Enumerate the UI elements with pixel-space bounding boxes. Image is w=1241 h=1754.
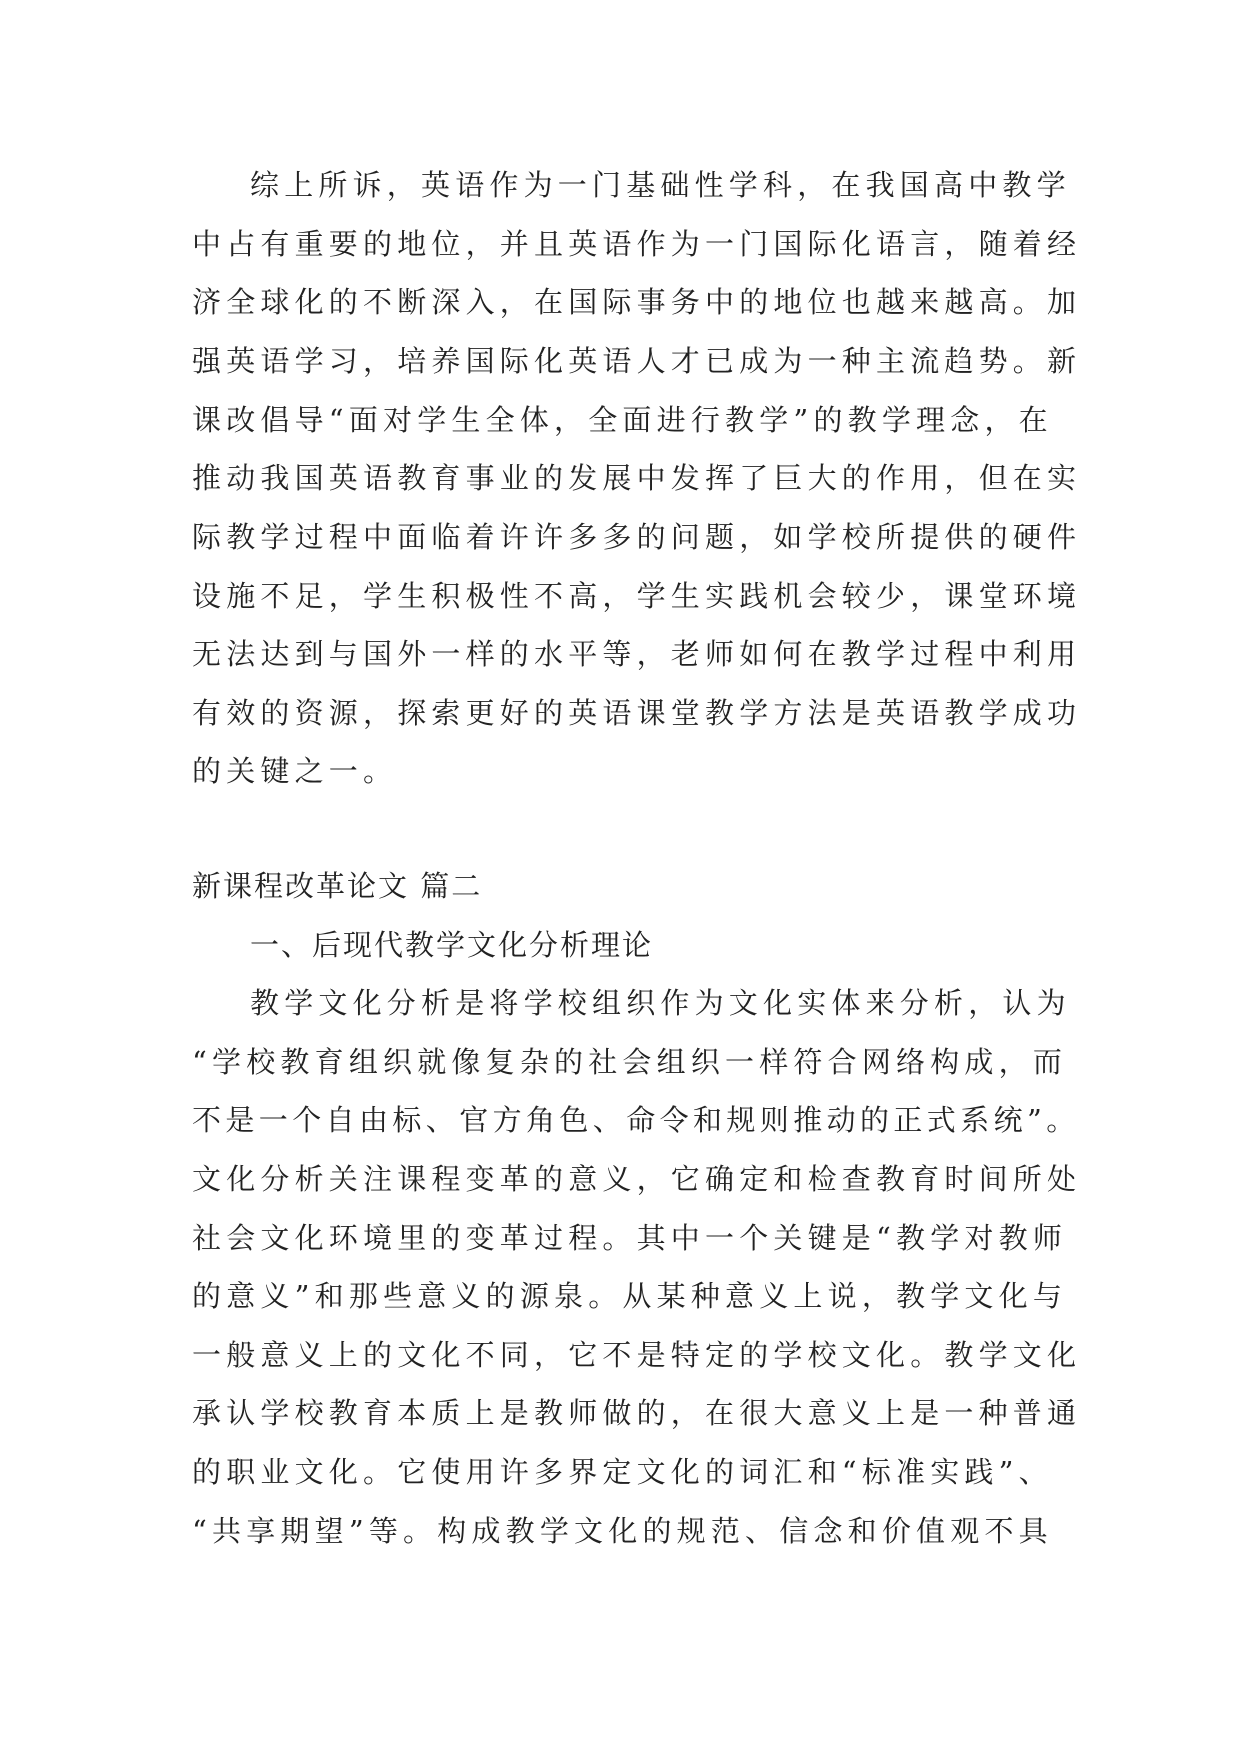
paragraph-line: 中占有重要的地位，并且英语作为一门国际化语言，随着经 (192, 227, 1082, 261)
paragraph-line: 文化分析关注课程变革的意义，它确定和检查教育时间所处 (192, 1162, 1082, 1196)
paragraph-line: 际教学过程中面临着许许多多的问题，如学校所提供的硬件 (192, 520, 1082, 554)
paragraph-line: 教学文化分析是将学校组织作为文化实体来分析，认为 (250, 986, 1071, 1020)
paragraph-line: 的关键之一。 (192, 754, 398, 788)
paragraph-line: 无法达到与国外一样的水平等，老师如何在教学过程中利用 (192, 637, 1082, 671)
paragraph-line: 济全球化的不断深入，在国际事务中的地位也越来越高。加 (192, 285, 1082, 319)
paragraph-line: “学校教育组织就像复杂的社会组织一样符合网络构成，而 (192, 1045, 1068, 1079)
subheading: 一、后现代教学文化分析理论 (250, 928, 654, 962)
paragraph-line: “共享期望”等。构成教学文化的规范、信念和价值观不具 (192, 1514, 1053, 1548)
section-heading: 新课程改革论文 篇二 (192, 869, 483, 903)
paragraph-line: 推动我国英语教育事业的发展中发挥了巨大的作用，但在实 (192, 461, 1082, 495)
paragraph-line: 社会文化环境里的变革过程。其中一个关键是“教学对教师 (192, 1221, 1068, 1255)
paragraph-line: 的职业文化。它使用许多界定文化的词汇和“标准实践”、 (192, 1455, 1053, 1489)
paragraph-line: 设施不足，学生积极性不高，学生实践机会较少，课堂环境 (192, 579, 1082, 613)
paragraph-line: 一般意义上的文化不同，它不是特定的学校文化。教学文化 (192, 1338, 1082, 1372)
paragraph-line: 的意义”和那些意义的源泉。从某种意义上说，教学文化与 (192, 1279, 1068, 1313)
paragraph-line: 承认学校教育本质上是教师做的，在很大意义上是一种普通 (192, 1396, 1082, 1430)
paragraph-line: 综上所诉，英语作为一门基础性学科，在我国高中教学 (250, 168, 1071, 202)
paragraph-line: 有效的资源，探索更好的英语课堂教学方法是英语教学成功 (192, 696, 1082, 730)
paragraph-line: 强英语学习，培养国际化英语人才已成为一种主流趋势。新 (192, 344, 1082, 378)
paragraph-line: 课改倡导“面对学生全体，全面进行教学”的教学理念，在 (192, 403, 1053, 437)
paragraph-line: 不是一个自由标、官方角色、命令和规则推动的正式系统”。 (192, 1103, 1080, 1137)
